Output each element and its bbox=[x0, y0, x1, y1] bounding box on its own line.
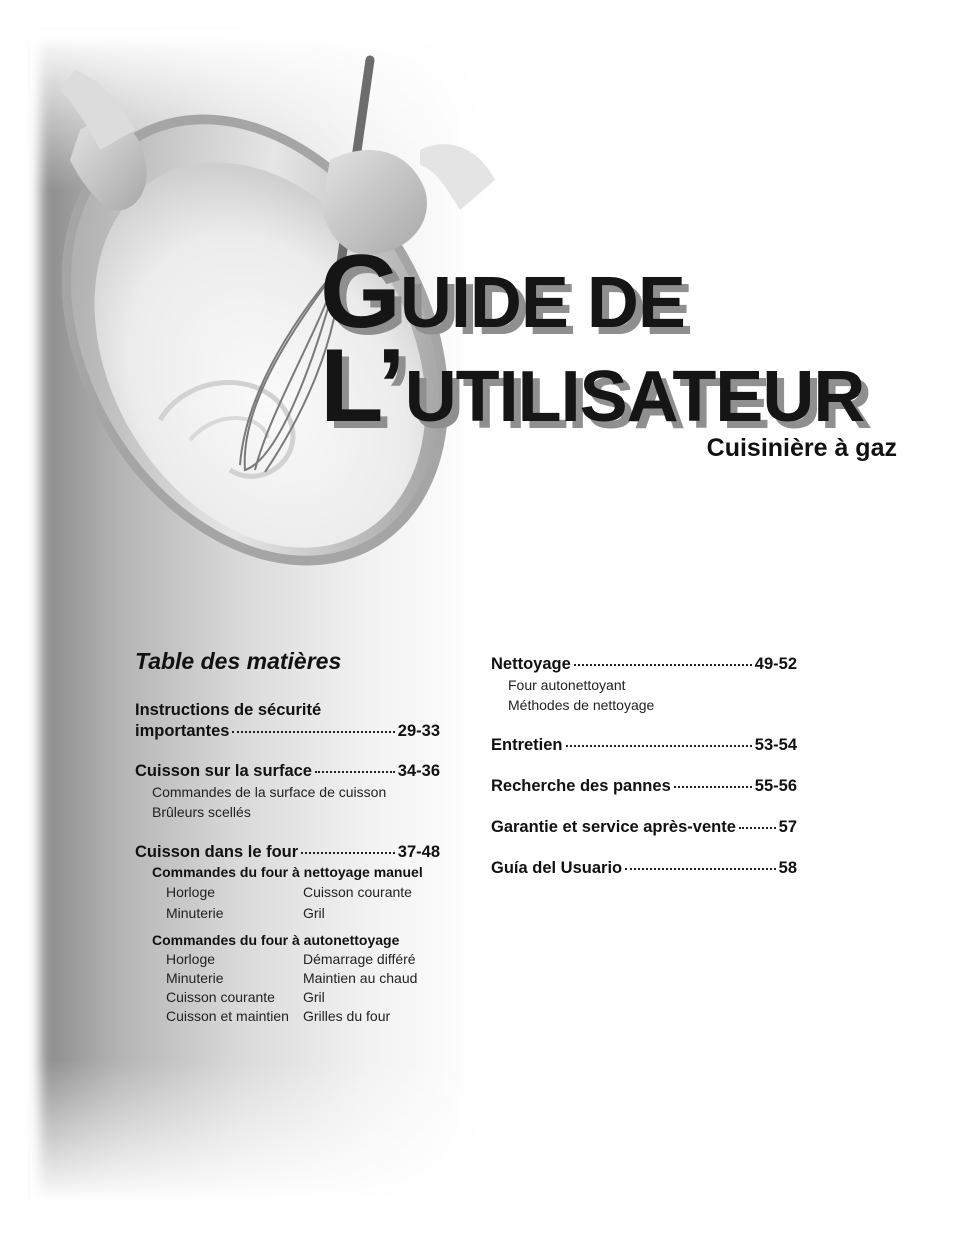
toc-entry-row bbox=[135, 842, 440, 863]
dot-leader bbox=[301, 851, 395, 854]
toc-entry-row bbox=[491, 776, 797, 797]
toc-entry-label-cont: importantes bbox=[135, 722, 230, 740]
title-initial-l: L’ bbox=[320, 328, 405, 444]
toc-subheading-selfclean: Commandes du four à autonettoyage bbox=[152, 932, 400, 948]
title-initial-g: G bbox=[320, 234, 400, 350]
toc-sub-item: Grilles du four bbox=[303, 1008, 391, 1024]
toc-sub-item: Minuterie bbox=[166, 970, 224, 986]
dot-leader bbox=[625, 867, 776, 870]
toc-sub-item: Cuisson et maintien bbox=[166, 1008, 289, 1024]
title-line-1 bbox=[320, 234, 864, 350]
toc-entry-label: Cuisson dans le four bbox=[135, 843, 299, 861]
toc-sub-item: Four autonettoyant bbox=[508, 677, 626, 693]
toc-pages: 58 bbox=[778, 859, 797, 877]
toc-entry-label: Recherche des pannes bbox=[491, 777, 671, 795]
toc-sub-item: Cuisson courante bbox=[166, 989, 275, 1005]
toc-entry-cleaning bbox=[491, 654, 797, 675]
title-line-2 bbox=[320, 328, 865, 444]
toc-entry-row bbox=[491, 817, 797, 838]
toc-entry-label: Guía del Usuario bbox=[491, 859, 623, 877]
title-rest-1: UIDE DE bbox=[399, 263, 685, 343]
toc-grid-selfclean bbox=[135, 950, 440, 1026]
toc-left-column bbox=[135, 700, 440, 1026]
toc-entry-troubleshooting bbox=[491, 776, 797, 797]
toc-sub-item: Minuterie bbox=[166, 905, 224, 921]
dot-leader bbox=[232, 730, 394, 733]
toc-right-column bbox=[491, 654, 797, 879]
toc-entry-row bbox=[491, 654, 797, 675]
toc-sub-item: Gril bbox=[303, 905, 325, 921]
toc-pages: 37-48 bbox=[397, 843, 440, 861]
toc-sub-item: Méthodes de nettoyage bbox=[508, 697, 655, 713]
guide-title bbox=[320, 234, 865, 444]
toc-entry-warranty bbox=[491, 817, 797, 838]
toc-entry-surface bbox=[135, 761, 440, 782]
toc-entry-oven bbox=[135, 842, 440, 863]
toc-entry-maintenance bbox=[491, 735, 797, 756]
dot-leader bbox=[574, 663, 752, 666]
dot-leader bbox=[566, 744, 752, 747]
toc-heading: Table des matières bbox=[135, 648, 342, 674]
toc-grid-manual bbox=[135, 882, 440, 923]
toc-pages: 49-52 bbox=[754, 655, 797, 673]
toc-entry-label: Instructions de sécurité bbox=[135, 701, 322, 719]
toc-sub-item: Démarrage différé bbox=[303, 951, 416, 967]
toc-sub-item: Horloge bbox=[166, 951, 216, 967]
toc-sub-item: Gril bbox=[303, 989, 325, 1005]
toc-pages: 53-54 bbox=[754, 736, 797, 754]
toc-sub-item: Brûleurs scellés bbox=[152, 804, 251, 820]
dot-leader bbox=[674, 785, 752, 788]
toc-entry-label: Cuisson sur la surface bbox=[135, 762, 312, 780]
toc-pages: 55-56 bbox=[754, 777, 797, 795]
toc-pages: 57 bbox=[778, 818, 797, 836]
toc-entry-row bbox=[491, 735, 797, 756]
toc-entry-label: Nettoyage bbox=[491, 655, 571, 673]
toc-entry-row bbox=[491, 858, 797, 879]
dot-leader bbox=[739, 826, 776, 829]
toc-pages: 29-33 bbox=[397, 722, 440, 740]
dot-leader bbox=[315, 770, 395, 773]
subtitle: Cuisinière à gaz bbox=[706, 434, 897, 462]
toc-entry-row bbox=[135, 761, 440, 782]
background-fade-bottom bbox=[30, 1060, 490, 1220]
toc-entry-safety bbox=[135, 700, 440, 742]
toc-entry-label: Garantie et service après-vente bbox=[491, 818, 736, 836]
toc-sub-item: Commandes de la surface de cuisson bbox=[152, 784, 387, 800]
toc-entry-row bbox=[135, 721, 440, 742]
toc-sub-item: Horloge bbox=[166, 884, 216, 900]
title-rest-2: UTILISATEUR bbox=[404, 357, 865, 437]
toc-pages: 34-36 bbox=[397, 762, 440, 780]
toc-entry-spanish-guide bbox=[491, 858, 797, 879]
toc-entry-label: Entretien bbox=[491, 736, 563, 754]
toc-sub-item: Cuisson courante bbox=[303, 884, 412, 900]
toc-subheading-manual: Commandes du four à nettoyage manuel bbox=[152, 864, 423, 880]
toc-sub-item: Maintien au chaud bbox=[303, 970, 418, 986]
